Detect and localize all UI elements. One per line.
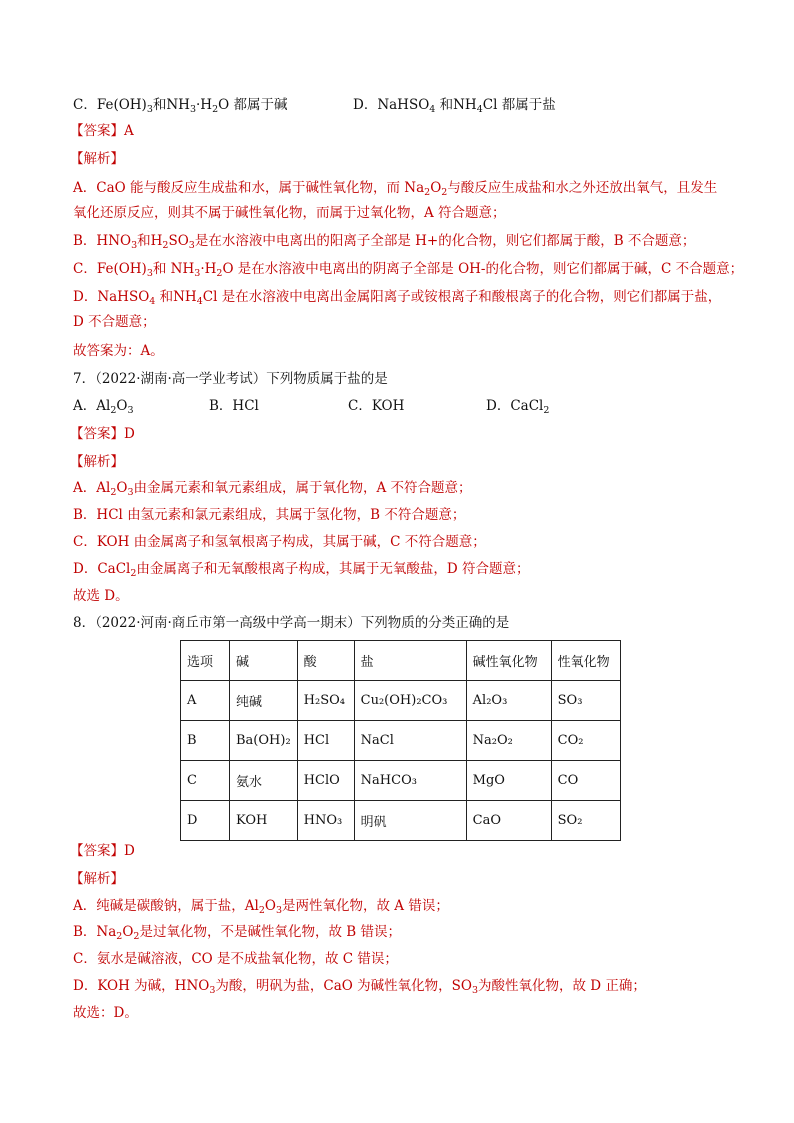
text: D．NaHSO	[73, 289, 150, 305]
text: 和H	[137, 233, 163, 249]
q7-analysis-d	[73, 559, 530, 584]
subscript: 2	[258, 905, 265, 916]
text: A．Al	[73, 398, 111, 414]
q7-analysis-c: C．KOH 由金属离子和氢氧根离子构成，其属于碱，C 不符合题意；	[73, 534, 486, 550]
q7-option-b: B．HCl	[209, 398, 259, 414]
table-cell: Ba(OH)₂	[230, 721, 298, 761]
q6-analysis-d-line1	[73, 287, 721, 312]
subscript: 3	[209, 985, 216, 996]
text: D．KOH 为碱，HNO	[73, 978, 210, 994]
subscript: 2	[162, 240, 169, 251]
subscript: 2	[212, 104, 219, 115]
q8-conclusion: 故选：D。	[73, 1005, 138, 1021]
table-cell: H₂SO₄	[297, 681, 354, 721]
text: B．Na	[73, 924, 117, 940]
table-cell: HNO₃	[297, 801, 354, 841]
table-cell: HClO	[297, 761, 354, 801]
q7-answer: 【答案】D	[70, 426, 135, 442]
text: 是两性氧化物，故 A 错误；	[282, 898, 449, 914]
q6-analysis-b	[73, 231, 695, 256]
q8-stem: 8．（2022·河南·商丘市第一高级中学高一期末）下列物质的分类正确的是	[73, 615, 510, 631]
q6-answer: 【答案】A	[70, 123, 134, 139]
table-row	[181, 801, 621, 841]
text: A．纯碱是碳酸钠，属于盐，Al	[73, 898, 259, 914]
subscript: 4	[476, 104, 483, 115]
subscript: 3	[194, 268, 201, 279]
subscript: 2	[110, 487, 117, 498]
subscript: 3	[127, 405, 134, 416]
text: 为酸性氧化物，故 D 正确；	[478, 978, 646, 994]
q7-conclusion: 故选 D。	[73, 588, 129, 604]
table-header-cell: 性氧化物	[551, 641, 620, 681]
text: Cl 是在水溶液中电离出金属阳离子或铵根离子和酸根离子的化合物，则它们都属于盐，	[202, 289, 722, 305]
q8-analysis-b	[73, 922, 401, 947]
table-cell: 明矾	[354, 801, 466, 841]
subscript: 2	[133, 931, 140, 942]
text: 与酸反应生成盐和水之外还放出氧气，且发生	[447, 180, 718, 196]
table-cell: B	[181, 721, 230, 761]
text: 是在水溶液中电离出的阳离子全部是 H+的化合物，则它们都属于酸，B 不合题意；	[194, 233, 696, 249]
q6-analysis-label: 【解析】	[70, 151, 124, 167]
subscript: 4	[429, 104, 436, 115]
table-cell: NaHCO₃	[354, 761, 466, 801]
q6-analysis-d-line2: D 不合题意；	[73, 314, 156, 330]
q6-conclusion: 故答案为：A。	[73, 343, 164, 359]
q6-analysis-c	[73, 259, 743, 284]
table-cell: 氨水	[230, 761, 298, 801]
q6-analysis-a-line2: 氧化还原反应，则其不属于碱性氧化物，而属于过氧化物，A 符合题意；	[73, 205, 506, 221]
text: Cl 都属于盐	[482, 97, 556, 113]
subscript: 3	[146, 104, 153, 115]
table-cell: CaO	[466, 801, 551, 841]
text: ·H	[200, 261, 217, 277]
subscript: 4	[196, 296, 203, 307]
table-header-cell: 碱	[230, 641, 298, 681]
text: A．CaO 能与酸反应生成盐和水，属于碱性氧化物，而 Na	[73, 180, 425, 196]
text: D．NaHSO	[353, 97, 430, 113]
table-cell: A	[181, 681, 230, 721]
text: 和 NH	[152, 261, 195, 277]
text: 和NH	[152, 97, 190, 113]
text: O	[122, 924, 134, 940]
q8-analysis-a	[73, 896, 449, 921]
table-row	[181, 761, 621, 801]
text: O	[116, 480, 128, 496]
text: SO	[168, 233, 189, 249]
table-row	[181, 681, 621, 721]
text: D．CaCl	[486, 398, 544, 414]
table-cell: NaCl	[354, 721, 466, 761]
subscript: 3	[127, 487, 134, 498]
subscript: 3	[471, 985, 478, 996]
text: O 都属于碱	[218, 97, 288, 113]
table-cell: CO	[551, 761, 620, 801]
subscript: 2	[424, 187, 431, 198]
subscript: 2	[116, 931, 123, 942]
q7-analysis-b: B．HCl 由氢元素和氯元素组成，其属于氢化物，B 不符合题意；	[73, 507, 466, 523]
q8-answer: 【答案】D	[70, 843, 135, 859]
text: D．CaCl	[73, 561, 131, 577]
subscript: 2	[543, 405, 550, 416]
table-cell: D	[181, 801, 230, 841]
q7-stem: 7．（2022·湖南·高一学业考试）下列物质属于盐的是	[73, 371, 388, 387]
q8-analysis-d	[73, 976, 646, 1001]
text: 是过氧化物，不是碱性氧化物，故 B 错误；	[139, 924, 401, 940]
text: O	[264, 898, 276, 914]
q6-analysis-a-line1	[73, 178, 717, 203]
text: 和NH	[435, 97, 477, 113]
table-cell: HCl	[297, 721, 354, 761]
subscript: 3	[146, 268, 153, 279]
text: 由金属元素和氧元素组成，属于氧化物，A 不符合题意；	[133, 480, 472, 496]
table-cell: CO₂	[551, 721, 620, 761]
table-header-row	[181, 641, 621, 681]
table-cell: SO₃	[551, 681, 620, 721]
subscript: 2	[441, 187, 448, 198]
text: C．Fe(OH)	[73, 97, 147, 113]
table-cell: MgO	[466, 761, 551, 801]
subscript: 2	[216, 268, 223, 279]
table-row	[181, 721, 621, 761]
text: 和NH	[155, 289, 197, 305]
table-cell: KOH	[230, 801, 298, 841]
table-header-cell: 碱性氧化物	[466, 641, 551, 681]
q7-analysis-label: 【解析】	[70, 454, 124, 470]
text: ·H	[196, 97, 213, 113]
text: O	[430, 180, 442, 196]
q8-analysis-label: 【解析】	[70, 871, 124, 887]
table-header-cell: 选项	[181, 641, 230, 681]
q7-analysis-a	[73, 478, 472, 503]
subscript: 4	[149, 296, 156, 307]
q6-option-c	[73, 95, 556, 120]
q7-option-c: C．KOH	[348, 398, 405, 414]
text: 为酸，明矾为盐，CaO 为碱性氧化物，SO	[215, 978, 472, 994]
table-cell: Cu₂(OH)₂CO₃	[354, 681, 466, 721]
text: O 是在水溶液中电离出的阴离子全部是 OH-的化合物，则它们都属于碱，C 不合题意；	[222, 261, 744, 277]
subscript: 2	[110, 405, 117, 416]
text: C．Fe(OH)	[73, 261, 147, 277]
subscript: 2	[130, 568, 137, 579]
text: B．HNO	[73, 233, 132, 249]
text: A．Al	[73, 480, 111, 496]
q7-option-a	[73, 396, 209, 421]
table-cell: Na₂O₂	[466, 721, 551, 761]
table-cell: C	[181, 761, 230, 801]
table-cell: 纯碱	[230, 681, 298, 721]
table-cell: SO₂	[551, 801, 620, 841]
table-header-cell: 盐	[354, 641, 466, 681]
subscript: 3	[131, 240, 138, 251]
q7-options	[73, 396, 549, 421]
text: 由金属离子和无氧酸根离子构成，其属于无氧酸盐，D 符合题意；	[136, 561, 530, 577]
classification-table	[180, 640, 621, 841]
table-cell: Al₂O₃	[466, 681, 551, 721]
q8-analysis-c: C．氨水是碱溶液，CO 是不成盐氧化物，故 C 错误；	[73, 951, 398, 967]
subscript: 3	[275, 905, 282, 916]
text: O	[116, 398, 128, 414]
q6-option-d	[353, 95, 556, 120]
q7-option-d	[486, 396, 549, 421]
subscript: 3	[188, 240, 195, 251]
subscript: 3	[189, 104, 197, 115]
table-header-cell: 酸	[297, 641, 354, 681]
